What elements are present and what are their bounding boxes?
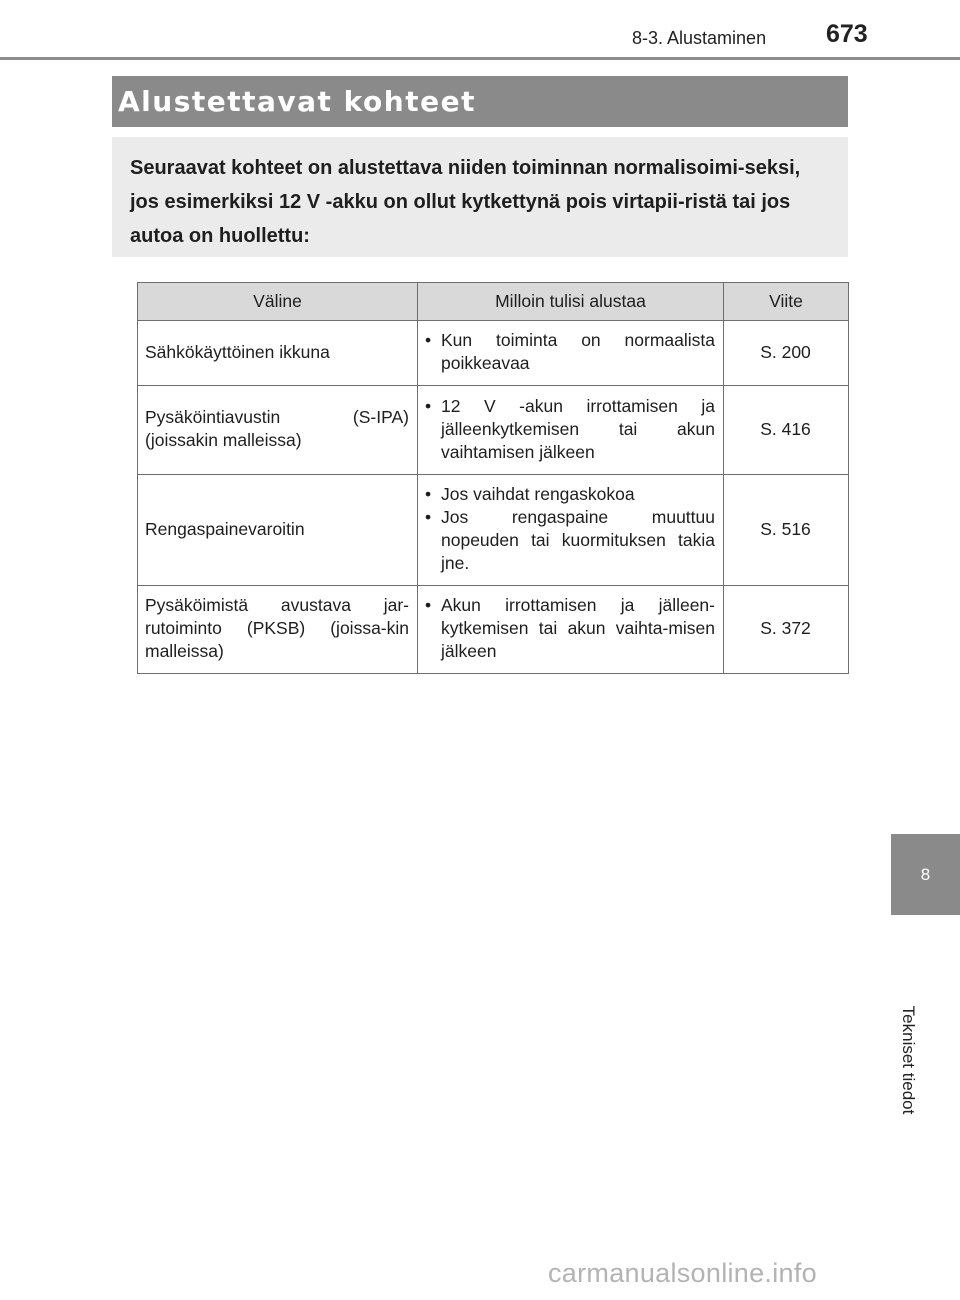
intro-box xyxy=(112,137,848,257)
item-cell: Pysäköimistä avustava jar-rutoiminto (PKSB) (joissa-kin malleissa) xyxy=(138,586,418,674)
when-cell xyxy=(418,586,724,674)
bullet-item: • Jos rengaspaine muuttuu nopeuden tai kuormituksen takia jne. xyxy=(425,506,715,575)
chapter-heading: 8-3. Alustaminen xyxy=(632,28,767,48)
table-row xyxy=(138,321,849,386)
table-row xyxy=(138,586,849,674)
chapter-tab-number: 8 xyxy=(920,864,931,884)
item-cell: Rengaspainevaroitin xyxy=(138,475,418,586)
table-row xyxy=(138,386,849,475)
watermark: carmanualsonline.info xyxy=(548,1258,817,1288)
intro-text: Seuraavat kohteet on alustettava niiden toiminnan normalisoimi-seksi, jos esimerkiksi 12 V -akku on ollut kytkettynä pois virtapii-ristä tai jos autoa on huollettu: xyxy=(130,157,801,247)
item-cell: Pysäköintiavustin (S-IPA) (joissakin malleissa) xyxy=(138,386,418,475)
table-header-row xyxy=(138,283,849,321)
table-row xyxy=(138,475,849,586)
when-cell xyxy=(418,475,724,586)
ref-cell: S. 416 xyxy=(724,386,849,475)
header-divider xyxy=(0,57,960,60)
bullet-list xyxy=(425,329,715,375)
when-cell xyxy=(418,386,724,475)
bullet-item: • Akun irrottamisen ja jälleen-kytkemisen tai akun vaihta-misen jälkeen xyxy=(425,594,715,663)
column-header-when: Milloin tulisi alustaa xyxy=(418,283,724,321)
when-cell xyxy=(418,321,724,386)
bullet-list xyxy=(425,395,715,464)
chapter-tab-label: Tekniset tiedot xyxy=(899,1005,918,1115)
ref-cell: S. 372 xyxy=(724,586,849,674)
page-number: 673 xyxy=(826,20,868,48)
items-table xyxy=(137,282,849,674)
bullet-list xyxy=(425,483,715,575)
column-header-item: Väline xyxy=(138,283,418,321)
bullet-item: • Jos vaihdat rengaskokoa xyxy=(425,483,715,506)
section-title: Alustettavat kohteet xyxy=(118,85,476,118)
bullet-list xyxy=(425,594,715,663)
bullet-item: • Kun toiminta on normaalista poikkeavaa xyxy=(425,329,715,375)
ref-cell: S. 200 xyxy=(724,321,849,386)
section-title-bar xyxy=(112,76,848,127)
chapter-tab xyxy=(891,834,960,915)
item-cell: Sähkökäyttöinen ikkuna xyxy=(138,321,418,386)
ref-cell: S. 516 xyxy=(724,475,849,586)
column-header-ref: Viite xyxy=(724,283,849,321)
bullet-item: • 12 V -akun irrottamisen ja jälleenkytkemisen tai akun vaihtamisen jälkeen xyxy=(425,395,715,464)
